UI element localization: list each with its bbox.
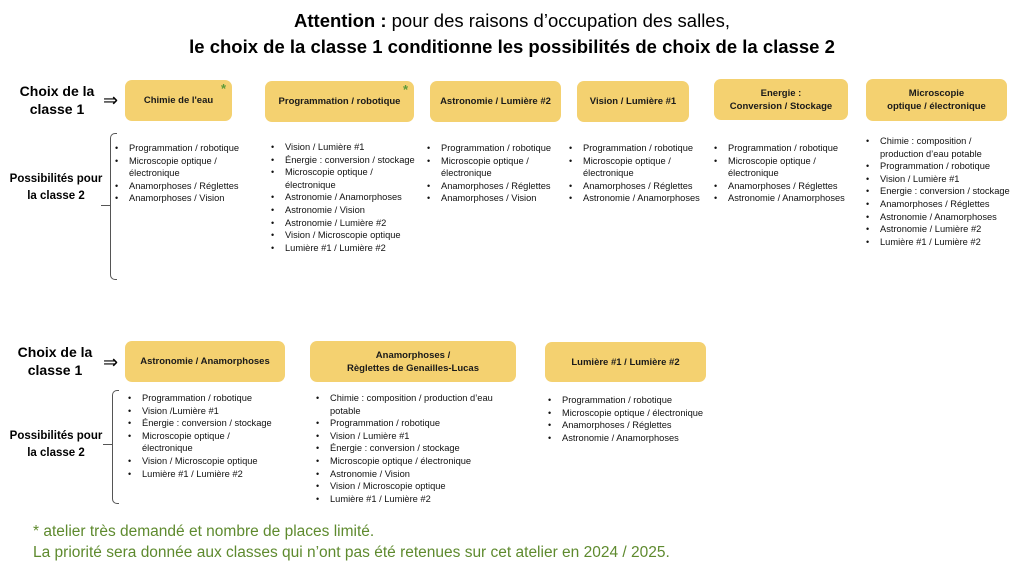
choix-classe1-label-row2: Choix de la classe 1: [17, 344, 93, 378]
option-item: • Microscopie optique / électronique: [271, 166, 421, 191]
option-item: • Programmation / robotique: [866, 160, 1011, 173]
option-item: • Astronomie / Lumière #2: [866, 223, 1011, 236]
notice-title-line2: le choix de la classe 1 conditionne les possibilités de choix de la classe 2: [189, 36, 835, 57]
options-list-energie: [714, 142, 859, 205]
options-list-astronomie-lumiere2: [427, 142, 567, 205]
option-item: • Vision / Microscopie optique: [271, 229, 421, 242]
choice-box-chimie-eau[interactable]: [125, 80, 232, 121]
option-item: • Astronomie / Anamorphoses: [271, 191, 421, 204]
option-item: • Lumière #1 / Lumière #2: [128, 468, 298, 481]
options-list-programmation-robotique: [271, 141, 421, 254]
options-list-vision-lumiere1: [569, 142, 714, 205]
choice-box-anamorphoses-reglettes[interactable]: [310, 341, 516, 382]
choice-box-programmation-robotique[interactable]: [265, 81, 414, 122]
option-item: • Microscopie optique / électronique: [316, 455, 516, 468]
option-item: • Astronomie / Anamorphoses: [548, 432, 728, 445]
option-item: • Microscopie optique / électronique: [427, 155, 567, 180]
option-item: • Microscopie optique / électronique: [548, 407, 728, 420]
option-item: • Anamorphoses / Réglettes: [569, 180, 714, 193]
option-item: • Vision / Lumière #1: [271, 141, 421, 154]
option-item: • Énergie : conversion / stockage: [271, 154, 421, 167]
options-list-lumiere1-lumiere2: [548, 394, 728, 444]
option-item: • Énergie : conversion / stockage: [128, 417, 298, 430]
choice-label: Astronomie / Anamorphoses: [140, 356, 270, 367]
choice-label-line1: Anamorphoses /: [375, 349, 451, 361]
option-item: • Programmation / robotique: [128, 392, 298, 405]
option-item: • Energie : conversion / stockage: [866, 185, 1011, 198]
options-list-astronomie-anamorphoses: [128, 392, 298, 480]
option-item: • Vision / Microscopie optique: [128, 455, 298, 468]
possibilites-classe2-label-row2: Possibilités pour la classe 2: [9, 430, 103, 459]
choice-box-energie[interactable]: [714, 79, 848, 120]
choice-box-vision-lumiere1[interactable]: [577, 81, 689, 122]
footnote-line2: La priorité sera donnée aux classes qui n’ont pas été retenues sur cet atelier en 2024 / 2025.: [33, 544, 670, 561]
option-item: • Programmation / robotique: [115, 142, 250, 155]
option-item: • Anamorphoses / Réglettes: [548, 419, 728, 432]
option-item: • Programmation / robotique: [316, 417, 516, 430]
option-item: • Programmation / robotique: [548, 394, 728, 407]
choice-label: Lumière #1 / Lumière #2: [571, 356, 680, 368]
choice-box-microscopie[interactable]: [866, 79, 1007, 121]
notice-reason-text: pour des raisons d’occupation des salles,: [386, 10, 730, 31]
option-item: • Lumière #1 / Lumière #2: [866, 236, 1011, 249]
arrow-right-icon: ⇒: [103, 90, 119, 110]
option-item: • Vision / Microscopie optique: [316, 480, 516, 493]
option-item: • Énergie : conversion / stockage: [316, 442, 516, 455]
option-item: • Microscopie optique / électronique: [128, 430, 262, 455]
option-item: • Astronomie / Lumière #2: [271, 217, 421, 230]
brace-row2: [112, 390, 119, 504]
option-item: • Programmation / robotique: [569, 142, 714, 155]
option-item: • Astronomie / Vision: [316, 468, 516, 481]
choice-label: Vision / Lumière #1: [589, 96, 677, 107]
option-item: • Chimie : composition / production d’eau potable: [866, 135, 1011, 160]
choice-label-line2: Conversion / Stockage: [729, 100, 833, 112]
option-item: • Vision /Lumière #1: [128, 405, 298, 418]
footnote-line1: * atelier très demandé et nombre de places limité.: [33, 523, 375, 540]
option-item: • Microscopie optique / électronique: [714, 155, 859, 180]
option-item: • Programmation / robotique: [714, 142, 859, 155]
option-item: • Microscopie optique / électronique: [569, 155, 714, 180]
notice-title-line1: [0, 8, 1024, 34]
choice-box-lumiere1-lumiere2[interactable]: [545, 342, 706, 382]
option-item: • Astronomie / Vision: [271, 204, 421, 217]
option-item: • Vision / Lumière #1: [866, 173, 1011, 186]
choice-label: Programmation / robotique: [278, 96, 401, 107]
notice-attention-label: Attention :: [294, 10, 387, 31]
option-item: • Lumière #1 / Lumière #2: [271, 242, 421, 255]
asterisk-icon: *: [220, 81, 226, 96]
arrow-right-icon: ⇒: [103, 352, 119, 372]
options-list-microscopie: [866, 135, 1011, 248]
option-item: • Anamorphoses / Vision: [427, 192, 567, 205]
choice-label-line1: Microscopie: [908, 88, 965, 99]
option-item: • Anamorphoses / Réglettes: [866, 198, 1011, 211]
choice-box-astronomie-lumiere2[interactable]: [430, 81, 561, 122]
option-item: • Astronomie / Anamorphoses: [714, 192, 859, 205]
possibilites-classe2-label-row1: Possibilités pour la classe 2: [9, 173, 103, 202]
brace-tick-row2: [103, 444, 113, 445]
choice-label: Astronomie / Lumière #2: [440, 96, 551, 107]
option-item: • Programmation / robotique: [427, 142, 567, 155]
option-item: • Vision / Lumière #1: [316, 430, 516, 443]
choice-box-astronomie-anamorphoses[interactable]: [125, 341, 285, 382]
asterisk-icon: *: [402, 82, 408, 97]
option-item: • Astronomie / Anamorphoses: [866, 211, 1011, 224]
option-item: • Anamorphoses / Vision: [115, 192, 250, 205]
choice-label-line2: optique / électronique: [887, 101, 986, 112]
choice-label: Chimie de l'eau: [143, 95, 214, 106]
brace-tick-row1: [101, 205, 111, 206]
option-item: • Anamorphoses / Réglettes: [115, 180, 250, 193]
choice-label-line2: Règlettes de Genailles-Lucas: [347, 362, 479, 374]
option-item: • Anamorphoses / Réglettes: [714, 180, 859, 193]
option-item: • Astronomie / Anamorphoses: [569, 192, 714, 205]
choice-label-line1: Energie :: [760, 87, 802, 99]
option-item: • Chimie : composition / production d’eau potable: [316, 392, 516, 417]
option-item: • Anamorphoses / Réglettes: [427, 180, 567, 193]
option-item: • Lumière #1 / Lumière #2: [316, 493, 516, 506]
option-item: • Microscopie optique / électronique: [115, 155, 250, 180]
choix-classe1-label-row1: Choix de la classe 1: [19, 83, 95, 117]
options-list-chimie-eau: [115, 142, 250, 205]
options-list-anamorphoses-reglettes: [316, 392, 516, 505]
